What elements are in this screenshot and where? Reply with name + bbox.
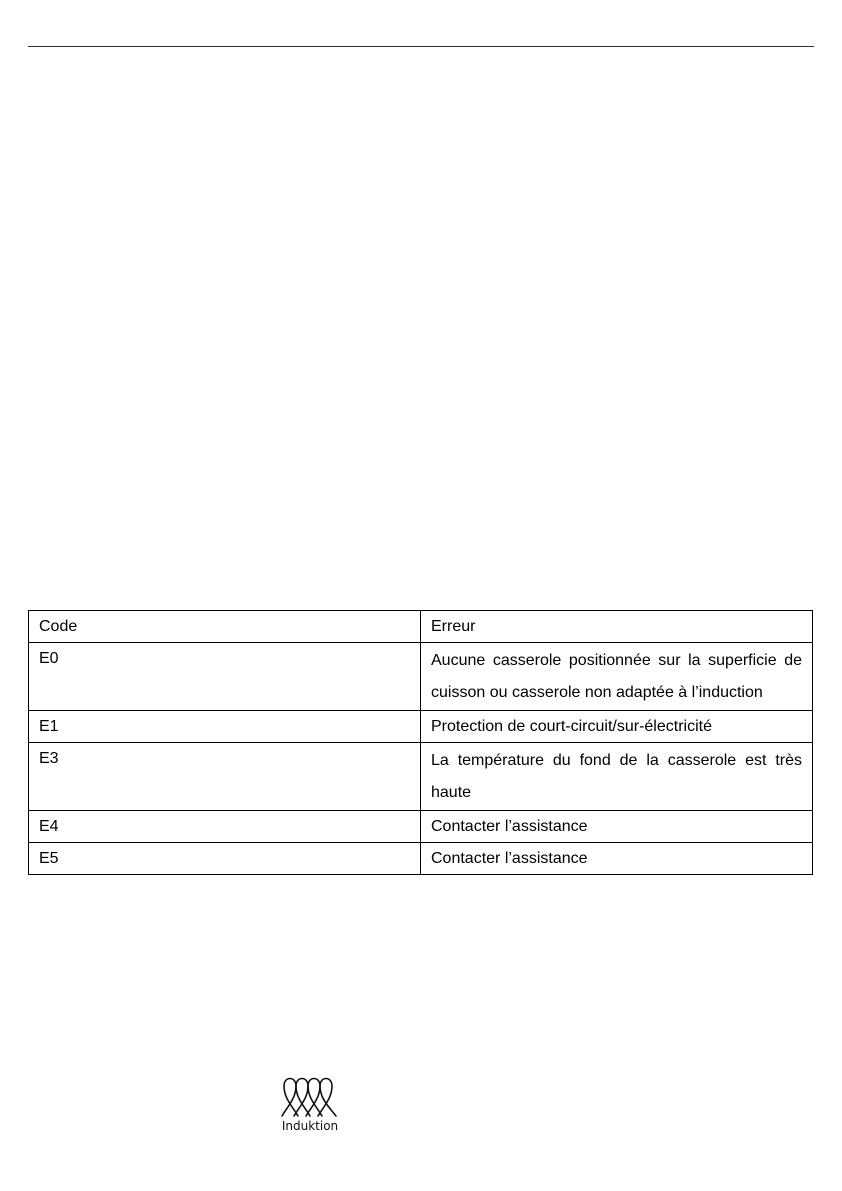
error-code-cell: E4 (29, 811, 421, 843)
induction-logo (270, 1072, 350, 1133)
error-code-table (28, 610, 813, 875)
error-code-cell: E1 (29, 711, 421, 743)
column-header-error: Erreur (421, 611, 813, 643)
error-description-cell: La température du fond de la casserole est très haute (421, 743, 813, 811)
error-code-cell: E0 (29, 643, 421, 711)
error-description-cell: Aucune casserole positionnée sur la superficie de cuisson ou casserole non adaptée à l’induction (421, 643, 813, 711)
table-row (29, 711, 813, 743)
induction-label: Induktion (281, 1119, 339, 1133)
induction-coil-icon (270, 1072, 350, 1118)
error-description-cell: Protection de court-circuit/sur-électricité (421, 711, 813, 743)
table-header-row (29, 611, 813, 643)
column-header-code: Code (29, 611, 421, 643)
error-description-cell: Contacter l’assistance (421, 843, 813, 875)
error-description-cell: Contacter l’assistance (421, 811, 813, 843)
error-code-cell: E3 (29, 743, 421, 811)
table-row (29, 743, 813, 811)
table-row (29, 843, 813, 875)
error-code-cell: E5 (29, 843, 421, 875)
table-row (29, 811, 813, 843)
header-divider (28, 46, 814, 47)
table-row (29, 643, 813, 711)
